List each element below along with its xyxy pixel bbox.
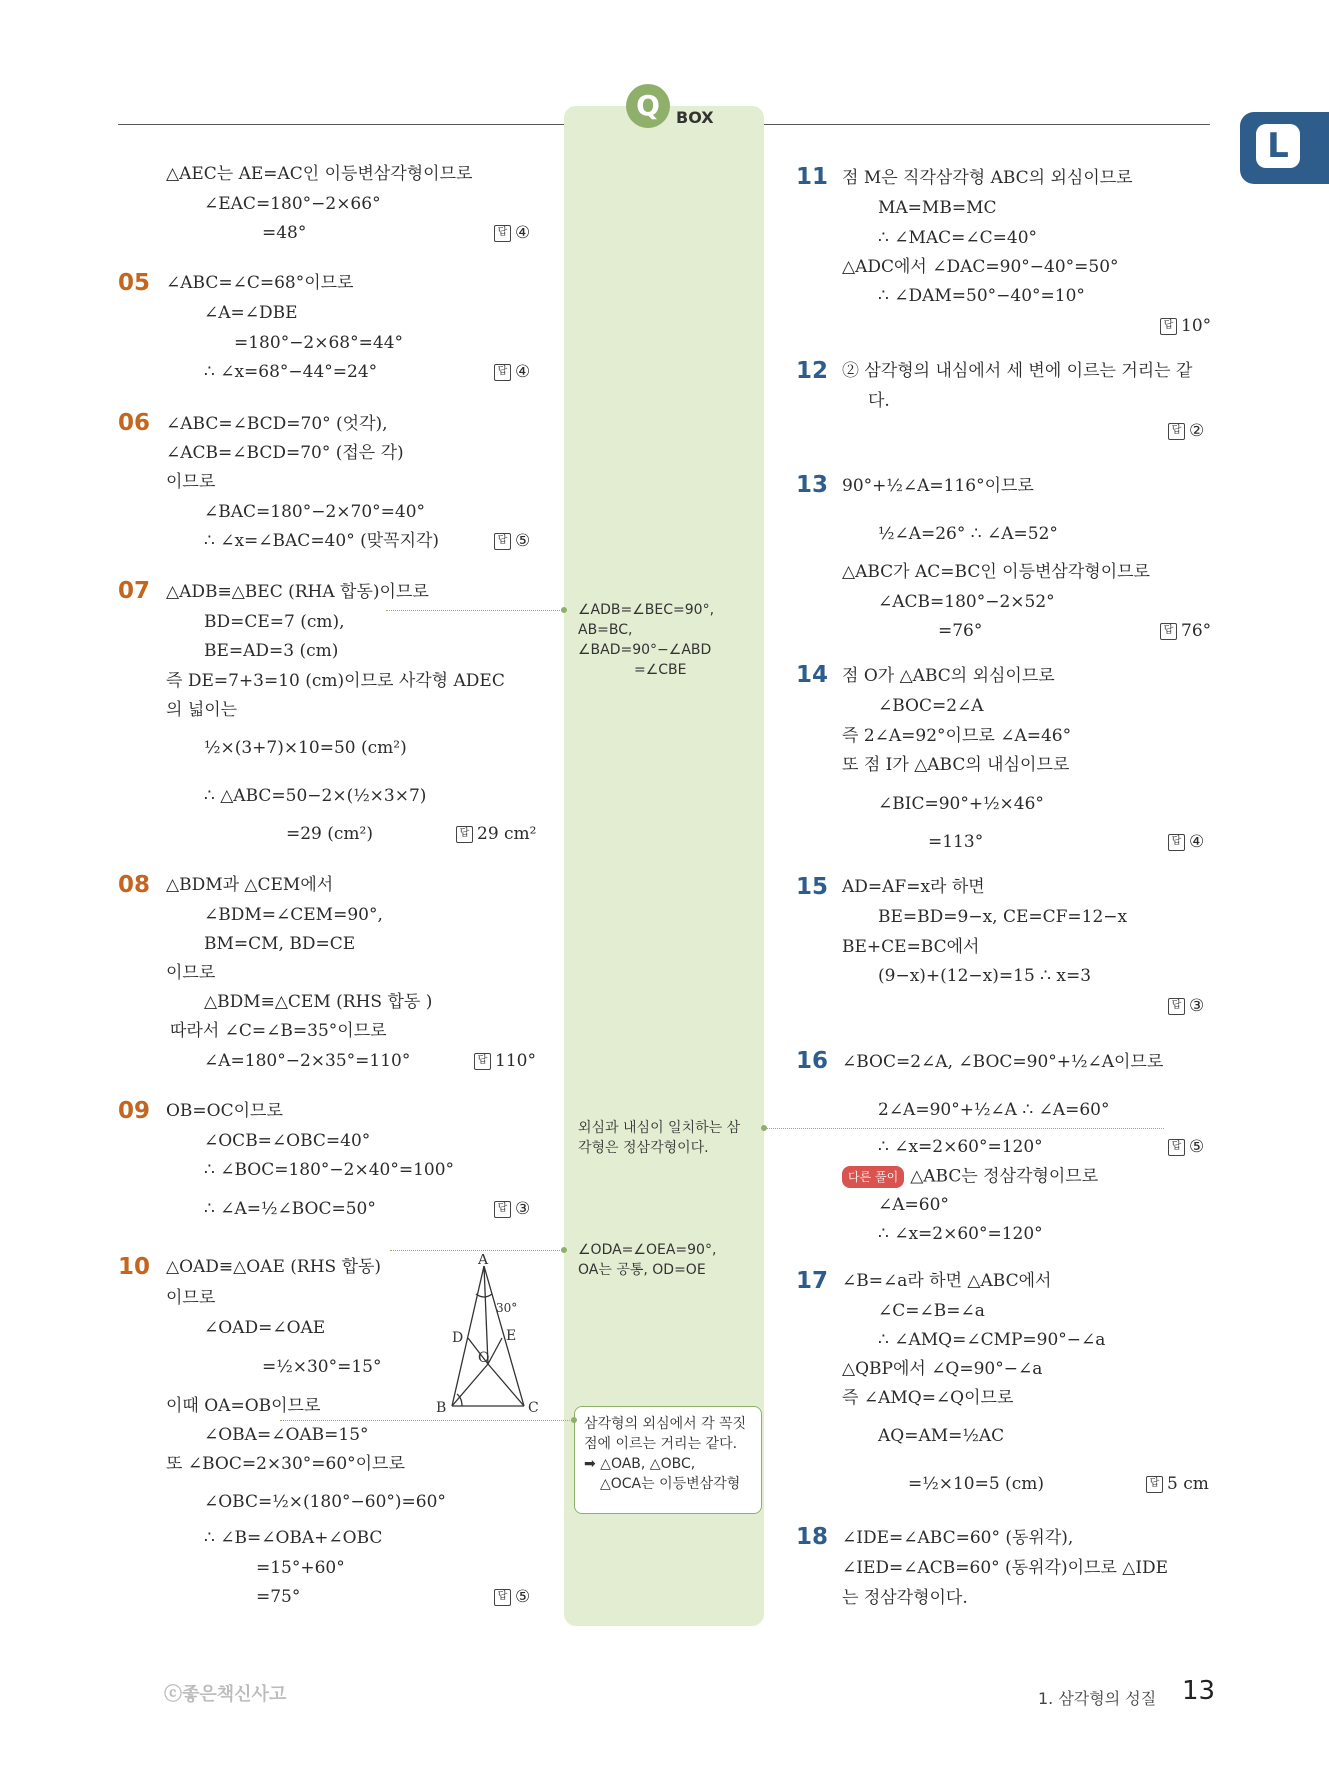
p13-answer [1160,621,1211,641]
p07-line-3: BE=AD=3 (cm) [204,641,339,661]
p16-line-1: ∠BOC=2∠A, ∠BOC=90°+½∠A이므로 [842,1052,1164,1072]
qbox-note-1 [578,600,762,680]
p07-answer-value: 29 cm² [477,824,537,844]
p06-answer-value: ⑤ [515,531,531,551]
p10-line-4: =½×30°=15° [262,1357,382,1377]
p10-line-9: ∴ ∠B=∠OBA+∠OBC [204,1528,383,1548]
p13-line-1: 90°+½∠A=116°이므로 [842,476,1034,496]
qbox-note-1-line-3: ∠BAD=90°−∠ABD [578,642,712,658]
connector-p16 [764,1128,1164,1129]
p07-line-2: BD=CE=7 (cm), [204,612,345,632]
p08-line-7: ∠A=180°−2×35°=110° [204,1051,411,1071]
p16-number: 16 [796,1048,829,1074]
p16-line-6: ∴ ∠x=2×60°=120° [878,1224,1043,1244]
p05-number: 05 [118,270,151,296]
p04-answer [494,223,530,243]
p04-line-3: =48° [262,223,307,243]
p07-line-7: ∴ △ABC=50−2×(½×3×7) [204,786,427,806]
chapter-tab[interactable] [1240,112,1329,184]
answer-icon: 답 [494,364,511,381]
p11-line-3: ∴ ∠MAC=∠C=40° [878,228,1038,248]
p11-answer-value: 10° [1181,316,1212,336]
p17-line-1: ∠B=∠a라 하면 △ABC에서 [842,1271,1052,1291]
p18-number: 18 [796,1524,829,1550]
p11-line-2: MA=MB=MC [878,198,997,218]
qbox-column [564,106,764,1626]
answer-icon: 답 [1146,1476,1163,1493]
p16-answer-value: ⑤ [1189,1137,1205,1157]
p07-answer [456,824,537,844]
answer-icon: 답 [494,533,511,550]
p08-answer [474,1051,536,1071]
p17-line-6: AQ=AM=½AC [878,1426,1005,1446]
p05-line-1: ∠ABC=∠C=68°이므로 [166,273,354,293]
p06-line-1: ∠ABC=∠BCD=70° (엇각), [166,414,388,434]
p10-line-11: =75° [256,1587,301,1607]
figure-label-c: C [528,1400,539,1414]
top-rule-left [118,124,564,125]
p11-line-5: ∴ ∠DAM=50°−40°=10° [878,286,1085,306]
qbox-note-4 [584,1414,756,1494]
answer-icon: 답 [474,1053,491,1070]
figure-segment-oe [488,1338,502,1364]
qbox-note-1-line-2: AB=BC, [578,622,633,638]
answer-icon: 답 [1168,998,1185,1015]
p15-line-1: AD=AF=x라 하면 [842,877,985,897]
p06-line-2: ∠ACB=∠BCD=70° (접은 각) [166,443,404,463]
p16-line-5: ∠A=60° [878,1195,949,1215]
qbox-note-3-line-2: OA는 공통, OD=OE [578,1262,706,1278]
p17-answer-value: 5 cm [1167,1474,1209,1494]
p17-line-7: =½×10=5 (cm) [908,1474,1044,1494]
p07-line-6: ½×(3+7)×10=50 (cm²) [204,738,407,758]
qbox-note-4-line-2: 점에 이르는 거리는 같다. [584,1436,738,1452]
p10-line-3: ∠OAD=∠OAE [204,1318,326,1338]
p16-answer [1168,1137,1204,1157]
p18-line-2: ∠IED=∠ACB=60° (동위각)이므로 △IDE [842,1558,1169,1578]
p09-line-1: OB=OC이므로 [166,1101,283,1121]
qbox-note-1-line-1: ∠ADB=∠BEC=90°, [578,602,715,618]
p17-line-2: ∠C=∠B=∠a [878,1301,985,1321]
p14-answer [1168,832,1204,852]
p14-number: 14 [796,662,829,688]
alternative-solution-tag: 다른 풀이 [842,1166,904,1188]
p04-line-2: ∠EAC=180°−2×66° [204,194,381,214]
p04-answer-value: ④ [515,223,531,243]
p13-line-5: =76° [938,621,983,641]
p05-line-2: ∠A=∠DBE [204,303,298,323]
p12-number: 12 [796,358,829,384]
p06-answer [494,531,530,551]
answer-icon: 답 [1160,318,1177,335]
p06-number: 06 [118,410,151,436]
p10-line-7: 또 ∠BOC=2×30°=60°이므로 [166,1454,405,1474]
p07-line-4: 즉 DE=7+3=10 (cm)이므로 사각형 ADEC [166,671,505,691]
qbox-note-3-line-1: ∠ODA=∠OEA=90°, [578,1242,717,1258]
p12-line-2: 다. [868,391,890,411]
connector-p10a [390,1250,564,1251]
p08-line-5: △BDM≡△CEM (RHS 합동 ) [204,992,433,1012]
p08-line-4: 이므로 [166,963,216,983]
p15-line-4: (9−x)+(12−x)=15 ∴ x=3 [878,966,1092,986]
p15-line-2: BE=BD=9−x, CE=CF=12−x [878,907,1128,927]
p05-line-4: ∴ ∠x=68°−44°=24° [204,362,378,382]
triangle-figure [432,1254,542,1414]
p15-line-3: BE+CE=BC에서 [842,937,980,957]
p08-line-1: △BDM과 △CEM에서 [166,875,334,895]
qbox-badge: Q [626,84,670,128]
p14-line-5: ∠BIC=90°+½×46° [878,794,1044,814]
p13-line-2: ½∠A=26° ∴ ∠A=52° [878,524,1058,544]
p17-number: 17 [796,1268,829,1294]
connector-p07 [386,610,564,611]
qbox-note-2-line-2: 각형은 정삼각형이다. [578,1140,709,1156]
p17-line-4: △QBP에서 ∠Q=90°−∠a [842,1359,1043,1379]
p10-line-2: 이므로 [166,1288,216,1308]
connector-dot-p07 [561,607,567,613]
p14-answer-value: ④ [1189,832,1205,852]
qbox-note-2-line-1: 외심과 내심이 일치하는 삼 [578,1120,741,1136]
p04-line-1: △AEC는 AE=AC인 이등변삼각형이므로 [166,164,473,184]
qbox-note-1-line-4: =∠CBE [634,662,687,678]
p14-line-6: =113° [928,832,984,852]
p10-line-1: △OAD≡△OAE (RHS 합동) [166,1257,382,1277]
answer-icon: 답 [1168,423,1185,440]
p12-line-1: ② 삼각형의 내심에서 세 변에 이르는 거리는 같 [842,361,1193,381]
p08-answer-value: 110° [495,1051,536,1071]
connector-dot-p10b [571,1417,577,1423]
p06-line-3: 이므로 [166,472,216,492]
p11-line-4: △ADC에서 ∠DAC=90°−40°=50° [842,257,1119,277]
p06-line-5: ∴ ∠x=∠BAC=40° (맞꼭지각) [204,531,440,551]
p14-line-4: 또 점 I가 △ABC의 내심이므로 [842,755,1070,775]
p08-line-3: BM=CM, BD=CE [204,934,356,954]
p09-line-4: ∴ ∠A=½∠BOC=50° [204,1199,376,1219]
p08-line-2: ∠BDM=∠CEM=90°, [204,905,383,925]
p14-line-2: ∠BOC=2∠A [878,696,984,716]
figure-label-a: A [478,1254,489,1268]
p13-number: 13 [796,472,829,498]
p18-line-3: 는 정삼각형이다. [842,1588,968,1608]
p10-line-5: 이때 OA=OB이므로 [166,1396,321,1416]
p05-answer-value: ④ [515,362,531,382]
p11-line-1: 점 M은 직각삼각형 ABC의 외심이므로 [842,168,1133,188]
p09-line-3: ∴ ∠BOC=180°−2×40°=100° [204,1160,455,1180]
p10-line-6: ∠OBA=∠OAB=15° [204,1425,369,1445]
p16-line-2: 2∠A=90°+½∠A ∴ ∠A=60° [878,1100,1110,1120]
connector-dot-p10a [561,1247,567,1253]
p12-answer [1168,421,1204,441]
p13-line-3: △ABC가 AC=BC인 이등변삼각형이므로 [842,562,1150,582]
answer-icon: 답 [1168,834,1185,851]
p08-line-6: 따라서 ∠C=∠B=35°이므로 [170,1021,387,1041]
figure-label-b: B [436,1400,447,1414]
page-number: 13 [1182,1676,1216,1706]
p07-line-8: =29 (cm²) [286,824,374,844]
answer-icon: 답 [494,1201,511,1218]
chapter-tab-letter: L [1256,124,1300,168]
answer-icon: 답 [1160,623,1177,640]
p08-number: 08 [118,872,151,898]
p11-number: 11 [796,164,829,190]
p10-answer-value: ⑤ [515,1587,531,1607]
connector-p10b [280,1420,574,1421]
p16-line-4-text: △ABC는 정삼각형이므로 [910,1166,1099,1187]
qbox-note-2 [578,1118,762,1158]
qbox-note-4-line-4: △OCA는 이등변삼각형 [600,1476,741,1492]
p06-line-4: ∠BAC=180°−2×70°=40° [204,502,426,522]
p13-line-4: ∠ACB=180°−2×52° [878,592,1055,612]
connector-dot-p16 [761,1125,767,1131]
p10-line-8: ∠OBC=½×(180°−60°)=60° [204,1492,446,1512]
p15-answer [1168,996,1204,1016]
qbox-label: BOX [676,108,714,127]
answer-icon: 답 [494,1589,511,1606]
top-rule-right [764,124,1210,125]
qbox-note-4-line-3: ➡ △OAB, △OBC, [584,1456,696,1472]
p09-line-2: ∠OCB=∠OBC=40° [204,1131,371,1151]
p18-line-1: ∠IDE=∠ABC=60° (동위각), [842,1528,1074,1548]
p11-answer [1160,316,1211,336]
section-title: 1. 삼각형의 성질 [1038,1689,1157,1708]
answer-icon: 답 [456,826,473,843]
p17-answer [1146,1474,1209,1494]
answer-icon: 답 [1168,1139,1185,1156]
p10-number: 10 [118,1254,151,1280]
p14-line-3: 즉 2∠A=92°이므로 ∠A=46° [842,726,1072,746]
p07-number: 07 [118,578,151,604]
p16-line-4 [842,1166,1098,1188]
figure-label-o: O [478,1350,490,1366]
answer-icon: 답 [494,225,511,242]
qbox-note-4-line-1: 삼각형의 외심에서 각 꼭짓 [584,1416,747,1432]
p10-answer [494,1587,530,1607]
p17-line-3: ∴ ∠AMQ=∠CMP=90°−∠a [878,1330,1106,1350]
p05-line-3: =180°−2×68°=44° [234,333,404,353]
p17-line-5: 즉 ∠AMQ=∠Q이므로 [842,1388,1014,1408]
figure-label-angle: 30° [496,1301,518,1315]
p15-answer-value: ③ [1189,996,1205,1016]
p05-answer [494,362,530,382]
p14-line-1: 점 O가 △ABC의 외심이므로 [842,666,1055,686]
p07-line-5: 의 넓이는 [166,700,238,720]
p09-answer-value: ③ [515,1199,531,1219]
p10-line-10: =15°+60° [256,1558,345,1578]
p07-line-1: △ADB≡△BEC (RHA 합동)이므로 [166,582,429,602]
p15-number: 15 [796,874,829,900]
p09-number: 09 [118,1098,151,1124]
qbox-note-3 [578,1240,762,1280]
p09-answer [494,1199,530,1219]
figure-label-d: D [452,1330,464,1346]
p12-answer-value: ② [1189,421,1205,441]
publisher-logo: ⓒ좋은책신사고 [164,1684,287,1705]
figure-angle-arc [476,1294,492,1297]
p16-line-3: ∴ ∠x=2×60°=120° [878,1137,1043,1157]
figure-side-ac [484,1266,524,1406]
figure-label-e: E [506,1328,517,1344]
p13-answer-value: 76° [1181,621,1212,641]
